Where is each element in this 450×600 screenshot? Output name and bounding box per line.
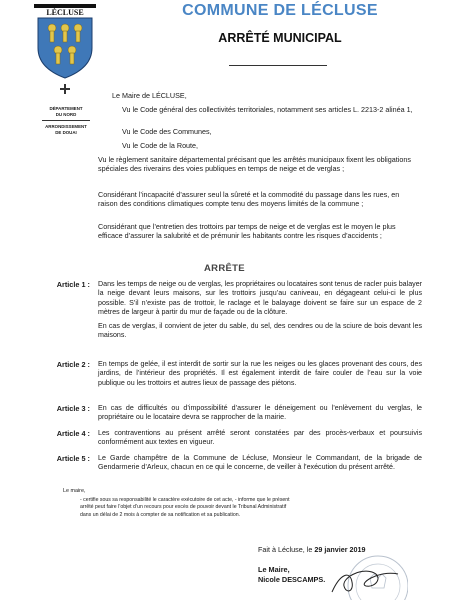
certification-text: - certifie sous sa responsabilité le caractère exécutoire de cet acte, - informe que le présent arrêté peut faire l’objet d’un recours pour excès de pouvoir devant le Tribunal Administratif dans un délai de 2 mois à compter de sa notification et sa publication. (80, 497, 290, 518)
article-3-text: En cas de difficultés ou d’impossibilité d’assurer le déneigement ou l’enlèvement du verglas, le propriétaire ou le locataire devra se rapprocher de la mairie. (98, 404, 422, 422)
signature-date: 29 janvier 2019 (314, 545, 366, 554)
preamble-maire: Le Maire de LÉCLUSE, (112, 91, 187, 100)
arrondissement-line-1: ARRONDISSEMENT (45, 124, 87, 129)
preamble-cgct: Vu le Code général des collectivités territoriales, notamment ses articles L. 2213-2 alinéa 1, (122, 105, 413, 114)
arrondissement-line-2: DE DOUAI (55, 129, 77, 135)
article-1-text: Dans les temps de neige ou de verglas, les propriétaires ou locataires sont tenus de racler puis balayer la neige devant leurs maisons, sur les trottoirs jusqu’au caniveau, en dégageant celui-ci le plus possible. S’il n’existe pas de trottoir, le raclage et le balayage doivent se faire sur un espace de 2 mètres de largeur à partir du mur de façade ou de la clôture. (98, 280, 422, 317)
signature-name: Nicole DESCAMPS. (258, 575, 326, 584)
commune-title: COMMUNE DE LÉCLUSE (182, 2, 378, 19)
certification-maire: Le maire, (63, 488, 86, 494)
department-label (0, 106, 132, 117)
department-line-2: DU NORD (55, 111, 77, 117)
document-title: ARRÊTÉ MUNICIPAL (218, 31, 342, 45)
article-4-text: Les contraventions au présent arrêté seront constatées par des procès-verbaux et poursuivis conformément aux textes en vigueur. (98, 429, 422, 447)
article-4-label: Article 4 : (56, 429, 90, 438)
article-1-text-continued: En cas de verglas, il convient de jeter du sable, du sel, des cendres ou de la sciure de bois devant les maisons. (98, 322, 422, 340)
department-line-1: DÉPARTEMENT (49, 106, 83, 111)
preamble-considerant-2: Considérant que l’entretien des trottoirs par temps de neige et de verglas est le moyen le plus efficace d’assurer la salubrité et de prémunir les habitants contre les risques d’accidents ; (98, 222, 396, 241)
crest-name-text: LÉCLUSE (46, 8, 84, 17)
divider (42, 120, 90, 121)
preamble-considerant-1: Considérant l’incapacité d’assurer seul la sûreté et la commodité du passage dans les rues, en raison des conditions climatiques compte tenu des moyens limités de la commune ; (98, 190, 400, 209)
fait-prefix: Fait à Lécluse, le (258, 545, 315, 554)
preamble-code-communes: Vu le Code des Communes, (122, 127, 212, 136)
handwritten-signature (280, 562, 410, 598)
article-5-label: Article 5 : (56, 454, 90, 463)
preamble-reglement-sanitaire: Vu le règlement sanitaire départemental précisant que les arrêtés municipaux fixent les obligations spéciales des riverains des voies publiques en temps de neige et de verglas ; (98, 155, 411, 174)
cross-emblem-icon (60, 84, 70, 94)
arrete-heading: ARRÊTE (204, 263, 245, 274)
article-5-text: Le Garde champêtre de la Commune de Lécluse, Monsieur le Commandant, de la brigade de Gendarmerie d’Arleux, chacun en ce qui le concerne, de veiller à l’exécution du présent arrêté. (98, 454, 422, 472)
title-divider (229, 65, 327, 66)
article-1-label: Article 1 : (56, 280, 90, 289)
signature-maire-label: Le Maire, (258, 565, 290, 574)
article-2-text: En temps de gelée, il est interdit de sortir sur la rue les neiges ou les glaces provenant des cours, des jardins, de l’intérieur des propriétés. Il est également interdit de faire couler de l’eau sur la voie publique ou les trottoirs et autres lieux de passage des piétons. (98, 360, 422, 387)
arrondissement-label (0, 124, 132, 135)
commune-coat-of-arms (34, 4, 96, 80)
article-2-label: Article 2 : (56, 360, 90, 369)
article-3-label: Article 3 : (56, 404, 90, 413)
preamble-code-route: Vu le Code de la Route, (122, 141, 199, 150)
